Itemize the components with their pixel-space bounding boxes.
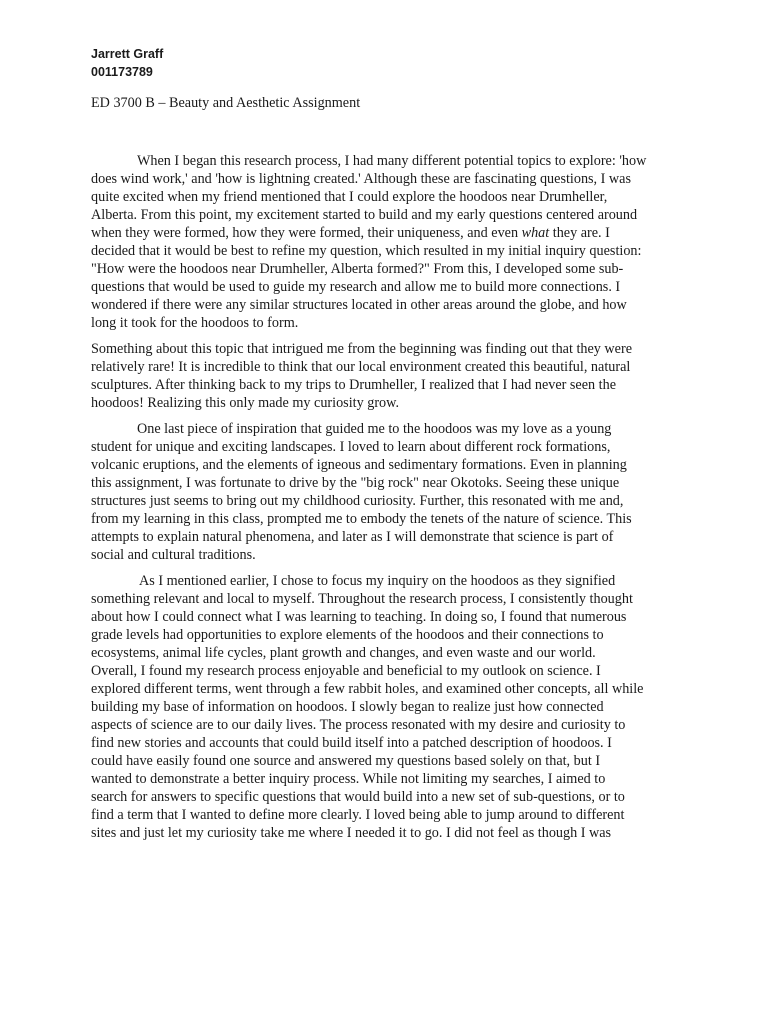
text-line: quite excited when my friend mentioned that I could explore the hoodoos near Drumheller,: [91, 189, 608, 205]
text-line: grade levels had opportunities to explore elements of the hoodoos and their connections to: [91, 627, 604, 643]
emphasis-text: what: [521, 225, 550, 241]
paragraph-3: [91, 420, 691, 564]
text-line: long it took for the hoodoos to form.: [91, 315, 299, 331]
text-line: Alberta. From this point, my excitement started to build and my early questions centered around: [91, 207, 638, 223]
text-line: hoodoos! Realizing this only made my curiosity grow.: [91, 395, 400, 411]
text-line: aspects of science are to our daily lives. The process resonated with my desire and curiosity to: [91, 717, 626, 733]
text-line: ecosystems, animal life cycles, plant growth and changes, and even waste and our world.: [91, 645, 596, 661]
text-line: One last piece of inspiration that guided me to the hoodoos was my love as a young: [137, 421, 612, 437]
text-line: could have easily found one source and answered my questions based solely on that, but I: [91, 753, 601, 769]
text-line: When I began this research process, I had many different potential topics to explore: 'how: [137, 153, 647, 169]
paragraph-1: [91, 152, 691, 332]
text-line: find a term that I wanted to define more clearly. I loved being able to jump around to different: [91, 807, 625, 823]
paragraph-2: [91, 340, 691, 412]
text-line: [91, 224, 691, 242]
text-line: As I mentioned earlier, I chose to focus my inquiry on the hoodoos as they signified: [139, 573, 616, 589]
text-line: building my base of information on hoodoos. I slowly began to realize just how connected: [91, 699, 604, 715]
text-line: explored different terms, went through a few rabbit holes, and examined other concepts, all while: [91, 681, 644, 697]
course-title: ED 3700 B – Beauty and Aesthetic Assignment: [91, 95, 361, 111]
text-line: search for answers to specific questions that would build into a new set of sub-questions, or to: [91, 789, 625, 805]
text-line: sculptures. After thinking back to my trips to Drumheller, I realized that I had never seen the: [91, 377, 616, 393]
text-line: decided that it would be best to refine my question, which resulted in my initial inquiry question:: [91, 243, 642, 259]
text-line: this assignment, I was fortunate to drive by the "big rock" near Okotoks. Seeing these unique: [91, 475, 620, 491]
text-line: from my learning in this class, prompted me to embody the tenets of the nature of science. This: [91, 511, 632, 527]
author-name: Jarrett Graff: [91, 47, 164, 61]
text-line: attempts to explain natural phenomena, and later as I will demonstrate that science is part of: [91, 529, 614, 545]
paragraph-4: [91, 572, 691, 842]
text-line: questions that would be used to guide my research and allow me to build more connections. I: [91, 279, 621, 295]
text-line: relatively rare! It is incredible to think that our local environment created this beautiful, natural: [91, 359, 631, 375]
text-line: wanted to demonstrate a better inquiry process. While not limiting my searches, I aimed to: [91, 771, 606, 787]
text-line: something relevant and local to myself. Throughout the research process, I consistently thought: [91, 591, 633, 607]
text-line: student for unique and exciting landscapes. I loved to learn about different rock formations,: [91, 439, 611, 455]
text-line: about how I could connect what I was learning to teaching. In doing so, I found that numerous: [91, 609, 627, 625]
text-line: social and cultural traditions.: [91, 547, 256, 563]
text-line: does wind work,' and 'how is lightning created.' Although these are fascinating questions, I was: [91, 171, 631, 187]
author-header: [91, 45, 163, 81]
text-line: volcanic eruptions, and the elements of igneous and sedimentary formations. Even in planning: [91, 457, 627, 473]
text-line: find new stories and accounts that could build itself into a patched description of hoodoos. I: [91, 735, 612, 751]
text-line: Overall, I found my research process enjoyable and beneficial to my outlook on science. I: [91, 663, 601, 679]
essay-body: [91, 152, 691, 842]
text-line: Something about this topic that intrigued me from the beginning was finding out that they were: [91, 341, 632, 357]
text-line: sites and just let my curiosity take me where I needed it to go. I did not feel as though I was: [91, 825, 612, 841]
text-segment: when they were formed, how they were formed, their uniqueness, and even: [91, 225, 519, 241]
text-line: "How were the hoodoos near Drumheller, Alberta formed?" From this, I developed some sub-: [91, 261, 624, 277]
text-line: structures just seems to bring out my childhood curiosity. Further, this resonated with me and,: [91, 493, 624, 509]
student-id: 001173789: [91, 65, 153, 79]
text-line: wondered if there were any similar structures located in other areas around the globe, and how: [91, 297, 627, 313]
text-segment: they are. I: [552, 225, 610, 241]
